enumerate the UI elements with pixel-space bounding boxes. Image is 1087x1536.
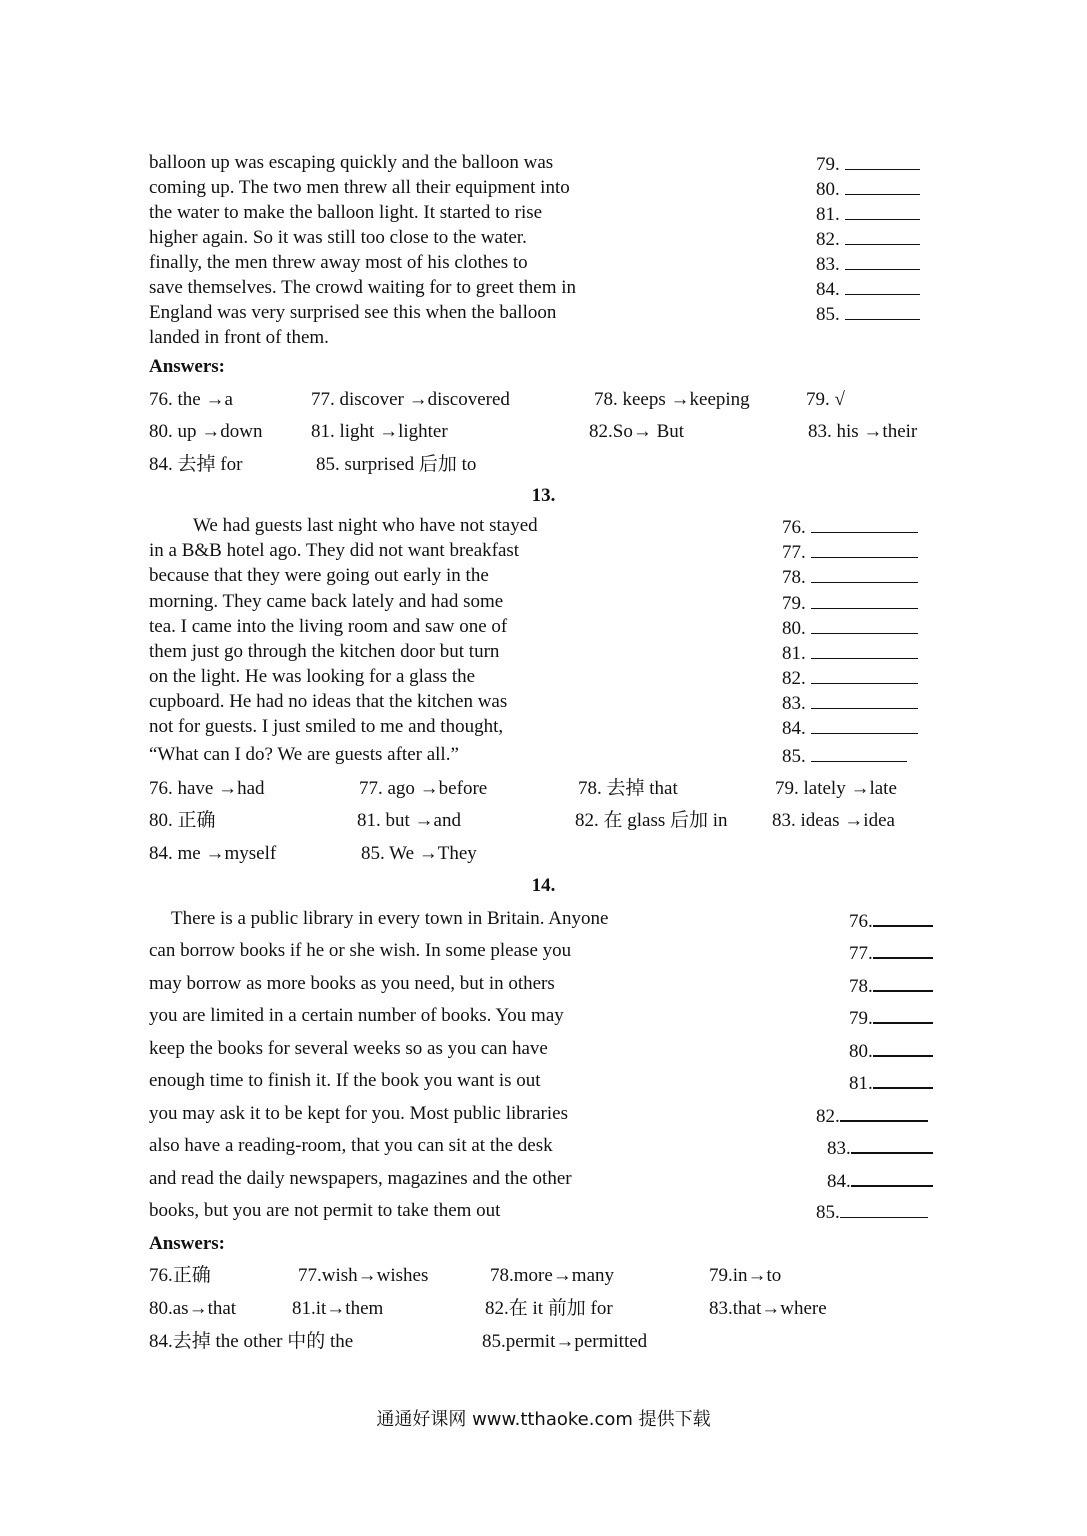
passage-line: also have a reading-room, that you can sit at the desk [149,1135,553,1156]
answer-slot [816,303,920,324]
answer-blank[interactable] [845,178,920,195]
passage-line: in a B&B hotel ago. They did not want breakfast [149,540,520,561]
answer-slot [782,642,918,663]
question-number: 76. [849,911,873,932]
answer-blank[interactable] [873,1006,933,1024]
answer-item: 81. but →and [357,810,461,831]
answer-blank[interactable] [845,253,920,270]
answer-slot [782,566,918,587]
passage-line: We had guests last night who have not stayed [193,515,538,536]
question-number: 79. [816,154,840,175]
answer-slot [782,541,918,562]
question-number: 85. [782,746,806,767]
answer-slot [782,745,907,766]
passage-line: There is a public library in every town in Britain. Anyone [171,908,609,929]
answer-item: 79. lately →late [775,778,897,799]
question-number: 81. [816,204,840,225]
section-heading: 13. [531,485,556,506]
answer-slot [782,592,918,613]
answer-slot [816,153,920,174]
answer-slot [782,516,918,537]
answer-slot [849,974,933,996]
answer-slot [782,717,918,738]
passage-line: coming up. The two men threw all their equipment into [149,177,570,198]
answer-blank[interactable] [845,203,920,220]
answer-item: 84. me →myself [149,843,277,864]
answer-item: 78. 去掉 that [578,778,678,799]
question-number: 84. [827,1171,851,1192]
answer-item: 77. ago →before [359,778,488,799]
question-number: 77. [849,943,873,964]
question-number: 83. [782,693,806,714]
passage-line: finally, the men threw away most of his clothes to [149,252,528,273]
passage-line: the water to make the balloon light. It started to rise [149,202,543,223]
question-number: 83. [816,254,840,275]
passage-line: may borrow as more books as you need, but in others [149,973,555,994]
answer-blank[interactable] [811,642,918,659]
passage-line: England was very surprised see this when the balloon [149,302,557,323]
answer-blank[interactable] [811,745,907,762]
answer-blank[interactable] [851,1136,933,1154]
answer-blank[interactable] [811,592,918,609]
answer-item: 82. 在 glass 后加 in [575,810,728,831]
question-number: 80. [816,179,840,200]
answer-slot [816,228,920,249]
question-number: 78. [782,567,806,588]
passage-line: balloon up was escaping quickly and the balloon was [149,152,554,173]
answer-blank[interactable] [845,228,920,245]
passage-line: you are limited in a certain number of books. You may [149,1005,564,1026]
answer-blank[interactable] [845,153,920,170]
passage-line: books, but you are not permit to take them out [149,1200,501,1221]
answer-item: 81. light →lighter [311,421,448,442]
answer-slot [816,1104,928,1126]
passage-line: “What can I do? We are guests after all.” [149,744,459,765]
answer-blank[interactable] [873,941,933,959]
answer-item: 78.more→many [490,1265,615,1286]
question-number: 85. [816,1202,840,1223]
answer-blank[interactable] [873,1039,933,1057]
passage-line: on the light. He was looking for a glass the [149,666,476,687]
question-number: 84. [816,279,840,300]
question-number: 79. [782,593,806,614]
answer-blank[interactable] [845,303,920,320]
answer-item: 81.it→them [292,1298,384,1319]
question-number: 84. [782,718,806,739]
answer-item: 77.wish→wishes [298,1265,429,1286]
answer-item: 82.在 it 前加 for [485,1298,613,1319]
answer-item: 77. discover →discovered [311,389,510,410]
answer-slot [782,617,918,638]
passage-line: not for guests. I just smiled to me and thought, [149,716,504,737]
answer-slot [782,667,918,688]
passage-line: you may ask it to be kept for you. Most public libraries [149,1103,568,1124]
passage-line: cupboard. He had no ideas that the kitchen was [149,691,508,712]
answer-item: 80. up →down [149,421,263,442]
answer-blank[interactable] [873,1071,933,1089]
question-number: 82. [816,1106,840,1127]
answer-item: 85. surprised 后加 to [316,454,477,475]
answers-label: Answers: [149,1233,225,1254]
question-number: 82. [816,229,840,250]
question-number: 81. [782,643,806,664]
answer-item: 84. 去掉 for [149,454,243,475]
passage-line: enough time to finish it. If the book you want is out [149,1070,541,1091]
answer-slot [816,178,920,199]
passage-line: morning. They came back lately and had some [149,591,504,612]
question-number: 78. [849,976,873,997]
answer-blank[interactable] [873,974,933,992]
question-number: 81. [849,1073,873,1094]
passage-line: save themselves. The crowd waiting for to greet them in [149,277,577,298]
answer-item: 85. We →They [361,843,477,864]
answer-item: 80. 正确 [149,810,216,831]
question-number: 76. [782,517,806,538]
answer-item: 80.as→that [149,1298,237,1319]
question-number: 85. [816,304,840,325]
answer-item: 83. ideas →idea [772,810,895,831]
answer-item: 79.in→to [709,1265,782,1286]
answer-blank[interactable] [811,516,918,533]
answer-slot [816,278,920,299]
answer-item: 76. have →had [149,778,265,799]
answer-slot [827,1136,933,1158]
passage-line: higher again. So it was still too close to the water. [149,227,527,248]
question-number: 77. [782,542,806,563]
passage-line: them just go through the kitchen door but turn [149,641,500,662]
answer-slot [816,203,920,224]
answer-blank[interactable] [811,667,918,684]
passage-line: keep the books for several weeks so as you can have [149,1038,548,1059]
answer-item: 78. keeps →keeping [594,389,750,410]
answer-blank[interactable] [873,909,933,927]
answer-slot [849,1006,933,1028]
answers-label: Answers: [149,356,225,377]
answer-blank[interactable] [811,692,918,709]
question-number: 80. [849,1041,873,1062]
answer-blank[interactable] [845,278,920,295]
answer-slot [816,253,920,274]
answer-item: 79. √ [806,389,845,410]
section-heading: 14. [531,875,556,896]
answer-slot [849,1039,933,1061]
passage-line: because that they were going out early in the [149,565,489,586]
answer-slot [849,941,933,963]
answer-blank[interactable] [811,717,918,734]
answer-item: 83. his →their [808,421,918,442]
answer-blank[interactable] [811,566,918,583]
passage-line: tea. I came into the living room and saw one of [149,616,508,637]
answer-blank[interactable] [811,541,918,558]
answer-slot [849,1071,933,1093]
question-number: 83. [827,1138,851,1159]
question-number: 79. [849,1008,873,1029]
answer-slot [782,692,918,713]
answer-blank[interactable] [851,1169,933,1187]
passage-line: landed in front of them. [149,327,329,348]
question-number: 80. [782,618,806,639]
answer-item: 84.去掉 the other 中的 the [149,1331,354,1352]
answer-item: 85.permit→permitted [482,1331,648,1352]
answer-item: 76.正确 [149,1265,211,1286]
answer-item: 82.So→ But [589,421,685,442]
answer-blank[interactable] [811,617,918,634]
answer-item: 83.that→where [709,1298,827,1319]
answer-slot [816,1201,928,1222]
passage-line: can borrow books if he or she wish. In some please you [149,940,572,961]
page-footer: 通通好课网 www.tthaoke.com 提供下载 [376,1409,711,1430]
question-number: 82. [782,668,806,689]
answer-slot [827,1169,933,1191]
answer-blank[interactable] [840,1104,928,1122]
answer-slot [849,909,933,931]
passage-line: and read the daily newspapers, magazines and the other [149,1168,572,1189]
answer-item: 76. the →a [149,389,233,410]
answer-blank[interactable] [840,1201,928,1218]
